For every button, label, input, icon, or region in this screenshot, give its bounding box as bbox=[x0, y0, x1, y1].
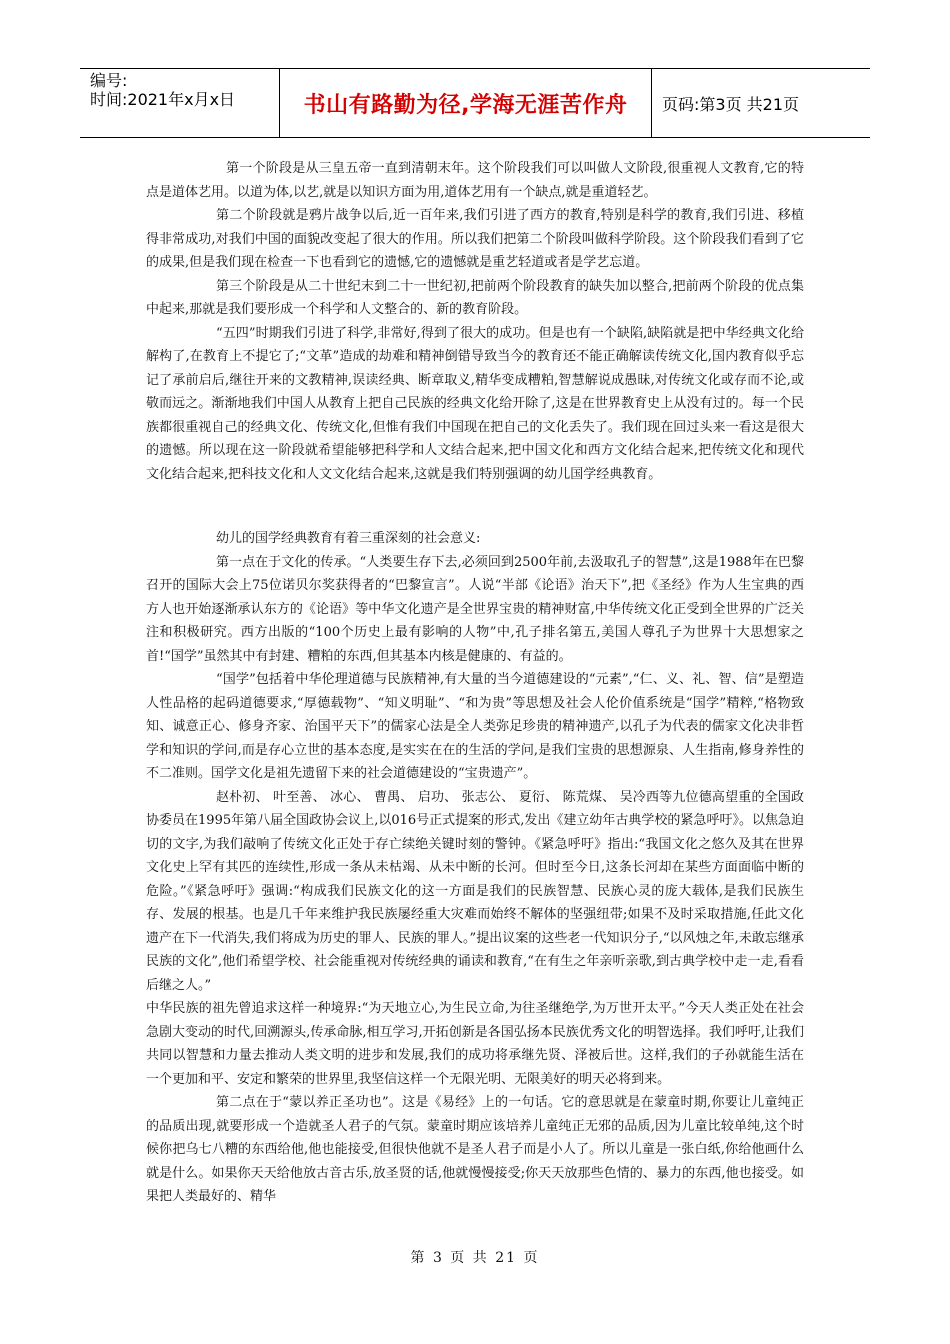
paragraph-gap bbox=[146, 486, 804, 527]
paragraph: 赵朴初、 叶至善、 冰心、 曹禺、 启功、 张志公、 夏衍、 陈荒煤、 吴冷西等九位德高望重的全国政协委员在1995年第八届全国政协会议上,以016号正式提案的形式,发出《建立幼年古典学校的紧急呼吁》。以焦急迫切的文字,为我们敲响了传统文化正处于存亡续绝关键时刻的警钟。《紧急呼吁》指出:“我国文化之悠久及其在世界文化史上罕有其匹的连续性,形成一条从未枯竭、从未中断的长河。但时至今日,这条长河却在某些方面面临中断的危险。”《紧急呼吁》强调:“构成我们民族文化的这一方面是我们的民族智慧、民族心灵的庞大载体,是我们民族生存、发展的根基。也是几千年来维护我民族屡经重大灾难而始终不解体的坚强纽带;如果不及时采取措施,任此文化遗产在下一代消失,我们将成为历史的罪人、民族的罪人。”提出议案的这些老一代知识分子,“以风烛之年,未敢忘继承民族的文化”,他们希望学校、社会能重视对传统经典的诵读和教育,“在有生之年亲听亲歌,到古典学校中走一走,看看后继之人。” bbox=[146, 789, 804, 993]
paragraph: 幼儿的国学经典教育有着三重深刻的社会意义: bbox=[216, 531, 481, 546]
document-number-label: 编号: bbox=[90, 71, 128, 90]
paragraph: 中华民族的祖先曾追求这样一种境界:“为天地立心,为生民立命,为往圣继绝学,为万世开太平。”今天人类正处在社会急剧大变动的时代,回溯源头,传承命脉,相互学习,开拓创新是各国弘扬本民族优秀文化的明智选择。我们呼吁,让我们共同以智慧和力量去推动人类文明的进步和发展,我们的成功将承继先贤、泽被后世。这样,我们的子孙就能生活在一个更加和平、安定和繁荣的世界里,我坚信这样一个无限光明、无限美好的明天必将到来。 bbox=[146, 1001, 804, 1087]
page-footer: 第 3 页 共 21 页 bbox=[410, 1250, 540, 1266]
paragraph: “五四”时期我们引进了科学,非常好,得到了很大的成功。但是也有一个缺陷,缺陷就是把中华经典文化给解构了,在教育上不提它了;“文革”造成的劫难和精神倒错导致当今的教育还不能正确解读传统文化,国内教育似乎忘记了承前启后,继往开来的文教精神,误读经典、断章取义,精华变成糟粕,智慧解说成愚昧,对传统文化或存而不论,或敬而远之。渐渐地我们中国人从教育上把自己民族的经典文化给开除了,这是在世界教育史上从没有过的。每一个民族都很重视自己的经典文化、传统文化,但惟有我们中国现在把自己的文化丢失了。我们现在回过头来一看这是很大的遗憾。所以现在这一阶段就希望能够把科学和人文结合起来,把中国文化和西方文化结合起来,把传统文化和现代文化结合起来,把科技文化和人文文化结合起来,这就是我们特别强调的幼儿国学经典教育。 bbox=[146, 325, 804, 482]
header-page-info: 页码:第3页 共21页 bbox=[662, 94, 800, 114]
document-time-label: 时间:2021年x月x日 bbox=[90, 90, 236, 109]
paragraph: 第三个阶段是从二十世纪末到二十一世纪初,把前两个阶段教育的缺失加以整合,把前两个阶段的优点集中起来,那就是我们要形成一个科学和人文整合的、新的教育阶段。 bbox=[146, 278, 804, 317]
document-body bbox=[146, 157, 804, 1209]
header-motto: 书山有路勤为径,学海无涯苦作舟 bbox=[280, 69, 652, 137]
paragraph: 第一个阶段是从三皇五帝一直到清朝末年。这个阶段我们可以叫做人文阶段,很重视人文教育,它的特点是道体艺用。以道为体,以艺,就是以知识方面为用,道体艺用有一个缺点,就是重道轻艺。 bbox=[146, 161, 804, 200]
header-meta bbox=[80, 69, 280, 137]
paragraph: 第二个阶段就是鸦片战争以后,近一百年来,我们引进了西方的教育,特别是科学的教育,我们引进、移植得非常成功,对我们中国的面貌改变起了很大的作用。所以我们把第二个阶段叫做科学阶段。这个阶段我们看到了它的成果,但是我们现在检查一下也看到它的遗憾,它的遗憾就是重艺轻道或者是学艺忘道。 bbox=[146, 208, 804, 270]
paragraph: 第二点在于“蒙以养正圣功也”。这是《易经》上的一句话。它的意思就是在蒙童时期,你要让儿童纯正的品质出现,就要形成一个造就圣人君子的气氛。蒙童时期应该培养儿童纯正无邪的品质,因为儿童比较单纯,这个时候你把乌七八糟的东西给他,他也能接受,但很快他就不是圣人君子而是小人了。所以儿童是一张白纸,你给他画什么就是什么。如果你天天给他放古音古乐,放圣贤的话,他就慢慢接受;你天天放那些色情的、暴力的东西,他也接受。如果把人类最好的、精华 bbox=[146, 1095, 804, 1204]
paragraph: 第一点在于文化的传承。“人类要生存下去,必须回到2500年前,去汲取孔子的智慧”,这是1988年在巴黎召开的国际大会上75位诺贝尔奖获得者的“巴黎宣言”。人说“半部《论语》治天下”,把《圣经》作为人生宝典的西方人也开始逐渐承认东方的《论语》等中华文化遗产是全世界宝贵的精神财富,中华传统文化正受到全世界的广泛关注和积极研究。西方出版的“100个历史上最有影响的人物”中,孔子排名第五,美国人尊孔子为世界十大思想家之首!“国学”虽然其中有封建、糟粕的东西,但其基本内核是健康的、有益的。 bbox=[146, 554, 804, 664]
paragraph: “国学”包括着中华伦理道德与民族精神,有大量的当今道德建设的“元素”,“仁、义、礼、智、信”是塑造人性品格的起码道德要求,“厚德载物”、“知义明耻”、“和为贵”等思想及社会人伦价值系统是“国学”精粹,“格物致知、诚意正心、修身齐家、治国平天下”的儒家心法是全人类弥足珍贵的精神遗产,以孔子为代表的儒家文化决非哲学和知识的学问,而是存心立世的基本态度,是实实在在的生活的学问,是我们宝贵的思想源泉、人生指南,修身养性的不二准则。国学文化是祖先遗留下来的社会道德建设的“宝贵遗产”。 bbox=[146, 672, 804, 781]
page-header bbox=[80, 68, 870, 138]
